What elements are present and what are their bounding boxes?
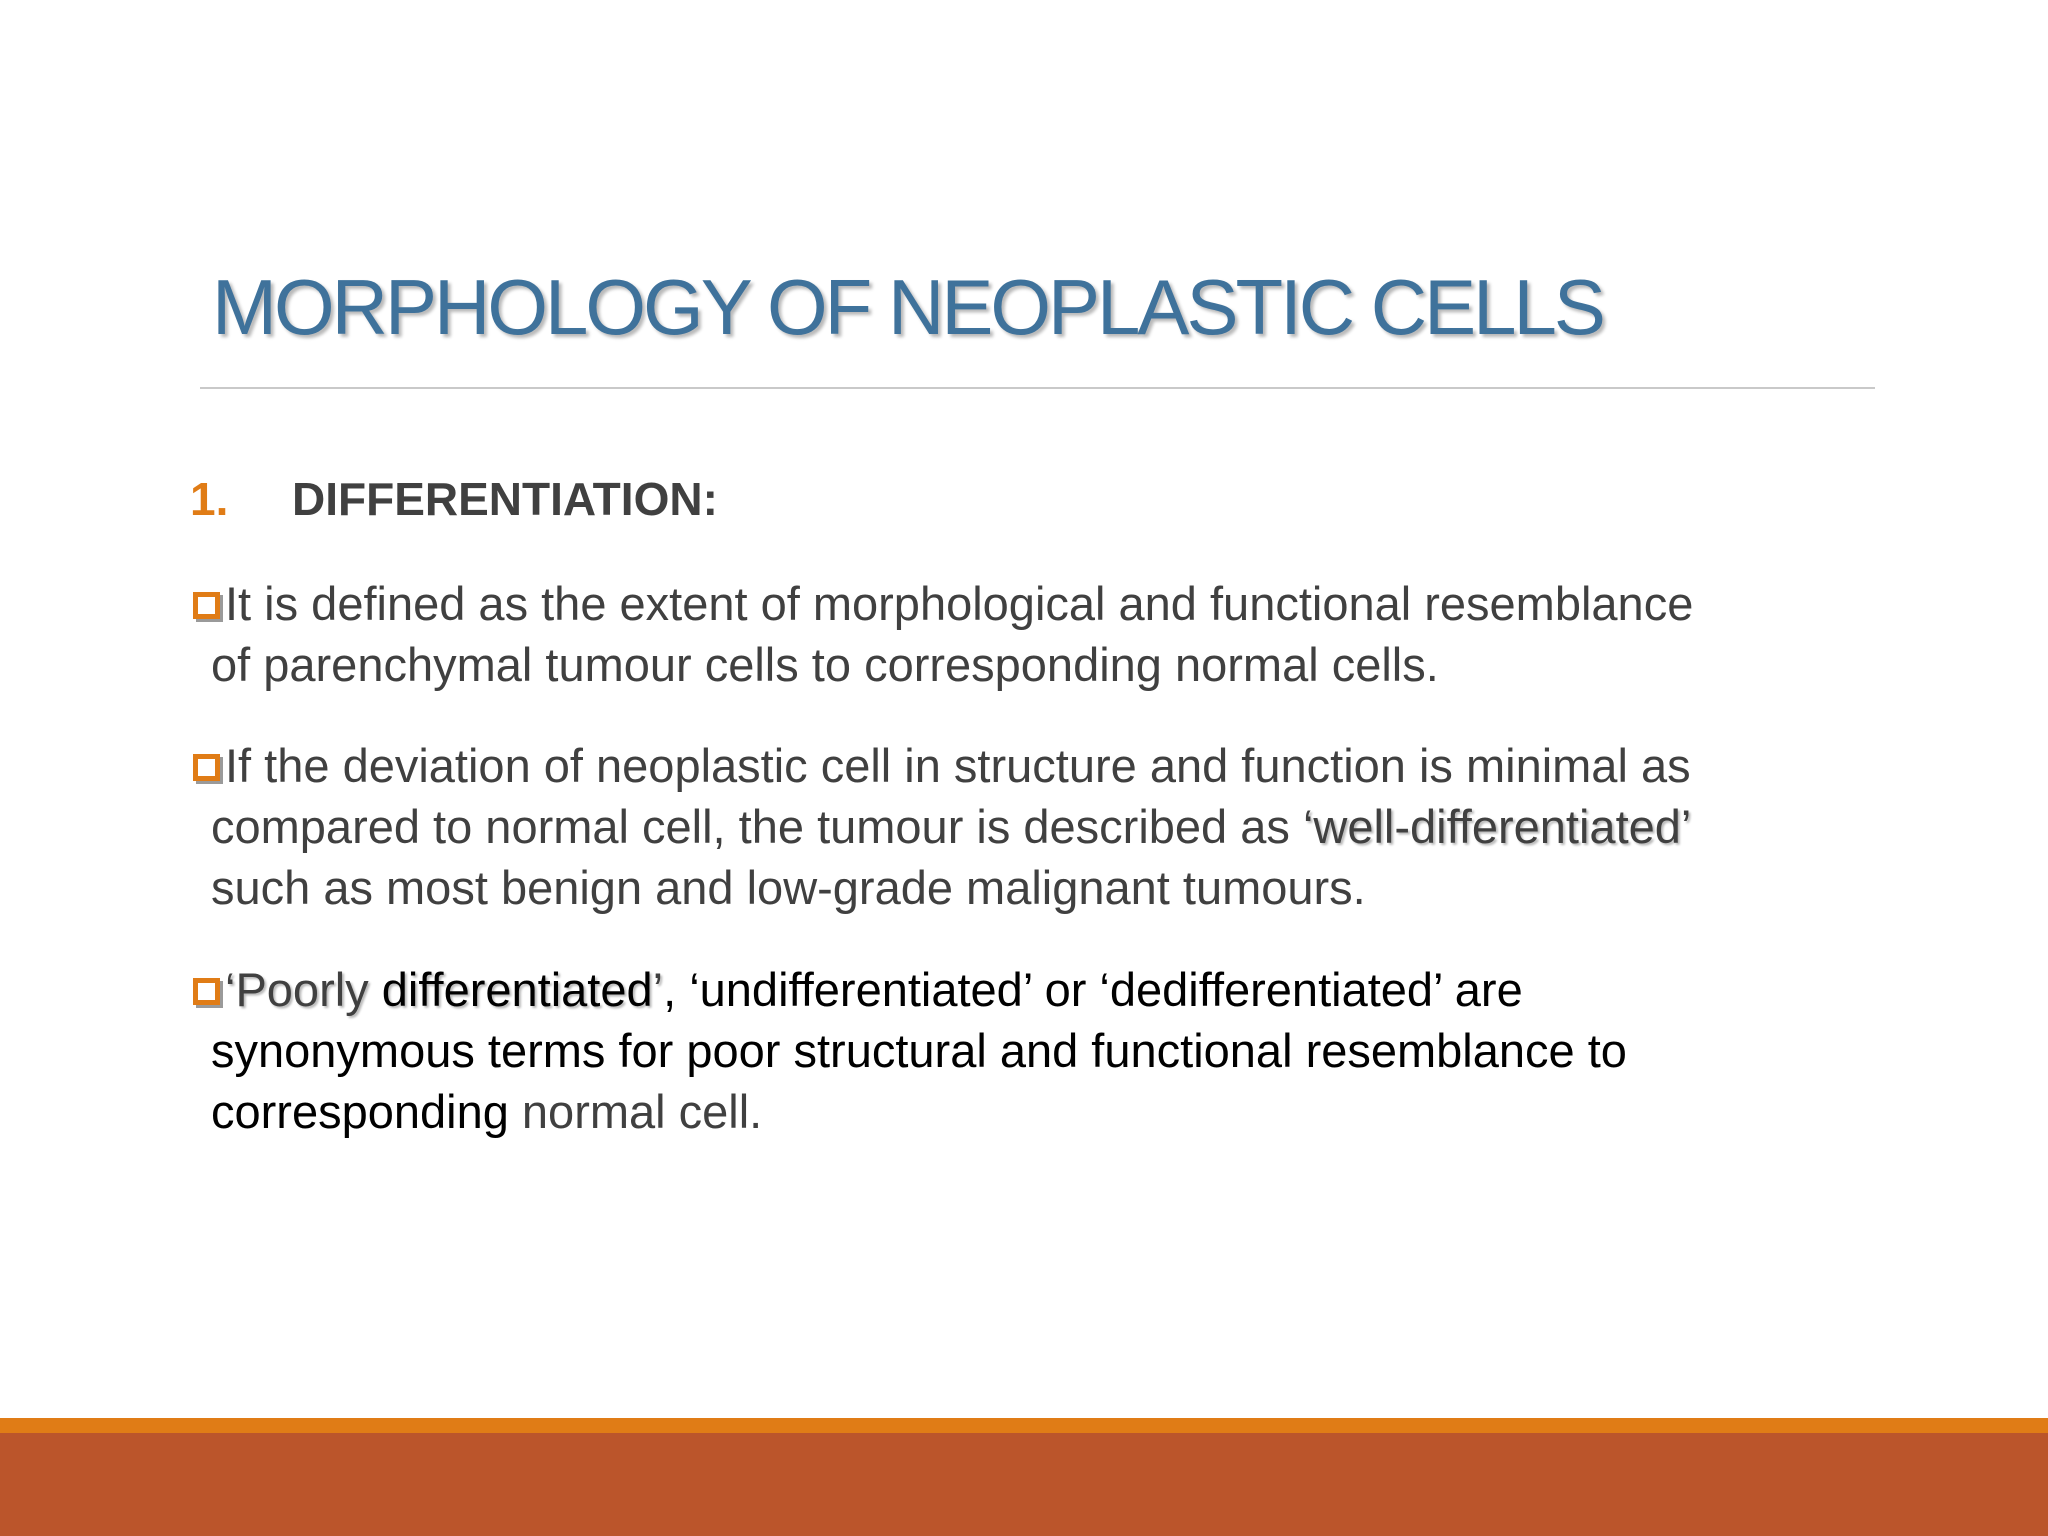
bullet-line bbox=[211, 796, 1911, 857]
bullet-checkbox-icon bbox=[193, 978, 220, 1005]
bullet-line bbox=[211, 1081, 1911, 1142]
bullet-line: of parenchymal tumour cells to corresponding normal cells. bbox=[211, 638, 1439, 691]
title-divider bbox=[200, 387, 1875, 389]
emphasized-term: ’ bbox=[652, 963, 664, 1016]
footer-band bbox=[0, 1433, 2048, 1536]
bullet-text: normal cell. bbox=[508, 1085, 763, 1138]
bullet-text: corresponding bbox=[211, 1085, 509, 1138]
emphasized-term: ‘Poorly bbox=[225, 963, 382, 1016]
bullet-line bbox=[193, 573, 1911, 634]
section-heading-text: DIFFERENTIATION: bbox=[292, 473, 718, 525]
bullet-line: synonymous terms for poor structural and functional resemblance to bbox=[211, 1024, 1627, 1077]
bullet-text: , ‘undifferentiated’ or ‘dedifferentiated’ are bbox=[663, 963, 1523, 1016]
footer-accent-stripe bbox=[0, 1418, 2048, 1433]
bullet-line bbox=[193, 959, 1911, 1020]
emphasized-term: ‘well-differentiated’ bbox=[1302, 800, 1692, 853]
bullet-line bbox=[193, 735, 1911, 796]
slide-title: MORPHOLOGY OF NEOPLASTIC CELLS bbox=[212, 263, 1603, 351]
bullet-well-differentiated bbox=[193, 735, 1911, 918]
bullet-definition bbox=[193, 573, 1911, 695]
section-heading bbox=[190, 472, 718, 527]
bullet-line: such as most benign and low-grade malignant tumours. bbox=[211, 861, 1366, 914]
bullet-text: It is defined as the extent of morphological and functional resemblance bbox=[225, 577, 1694, 630]
bullet-checkbox-icon bbox=[193, 592, 220, 619]
section-number: 1. bbox=[190, 473, 229, 525]
bullet-text: If the deviation of neoplastic cell in structure and function is minimal as bbox=[225, 739, 1691, 792]
bullet-checkbox-icon bbox=[193, 754, 220, 781]
emphasized-term: differentiated bbox=[381, 963, 653, 1016]
bullet-poorly-differentiated bbox=[193, 959, 1911, 1142]
bullet-text: compared to normal cell, the tumour is described as bbox=[211, 800, 1303, 853]
